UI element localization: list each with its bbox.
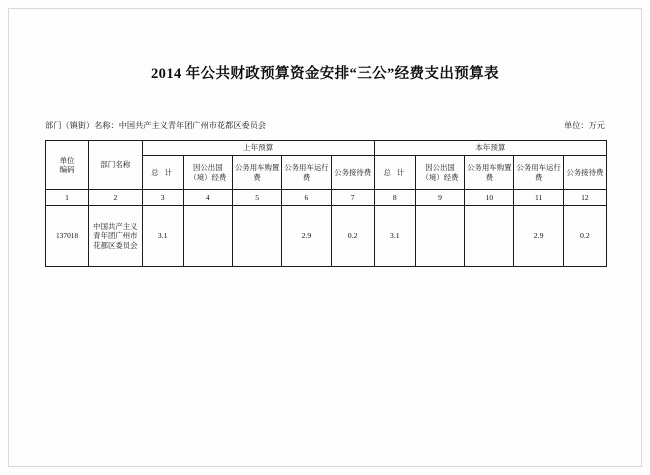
header-ly-vehicle-operation: 公务用车运行费 [282, 156, 331, 190]
row-ty-total: 3.1 [374, 206, 415, 267]
header-ty-overseas: 因公出国（境）经费 [415, 156, 464, 190]
row-ty-vehicle-purchase [465, 206, 514, 267]
colnum-2: 2 [89, 190, 142, 206]
colnum-9: 9 [415, 190, 464, 206]
colnum-12: 12 [563, 190, 606, 206]
header-dept-name: 部门名称 [89, 141, 142, 190]
row-ty-overseas [415, 206, 464, 267]
colnum-5: 5 [232, 190, 281, 206]
header-ty-hospitality: 公务接待费 [563, 156, 606, 190]
header-ty-total: 总 计 [374, 156, 415, 190]
row-ly-overseas [183, 206, 232, 267]
page-title: 2014 年公共财政预算资金安排“三公”经费支出预算表 [151, 66, 499, 82]
header-ly-hospitality: 公务接待费 [331, 156, 374, 190]
department-label: 部门（镇街）名称： [45, 121, 119, 130]
colnum-4: 4 [183, 190, 232, 206]
row-dept-name: 中国共产主义青年团广州市花都区委员会 [89, 206, 142, 267]
row-ty-vehicle-operation: 2.9 [514, 206, 563, 267]
colnum-1: 1 [46, 190, 89, 206]
header-group-this-year: 本年预算 [374, 141, 606, 156]
department-value: 中国共产主义青年团广州市花都区委员会 [118, 121, 267, 130]
department-label-value [45, 120, 266, 131]
budget-table [45, 140, 607, 267]
table-group-header-row [46, 141, 607, 156]
header-group-last-year: 上年预算 [142, 141, 374, 156]
colnum-10: 10 [465, 190, 514, 206]
colnum-3: 3 [142, 190, 183, 206]
row-ly-vehicle-purchase [232, 206, 281, 267]
header-ly-total: 总 计 [142, 156, 183, 190]
header-unit-code [46, 141, 89, 190]
row-ty-hospitality: 0.2 [563, 206, 606, 267]
table-row [46, 206, 607, 267]
header-ty-vehicle-purchase: 公务用车购置费 [465, 156, 514, 190]
header-ly-vehicle-purchase: 公务用车购置费 [232, 156, 281, 190]
table-column-number-row [46, 190, 607, 206]
header-unit-code-line1: 单位 [59, 155, 75, 165]
colnum-11: 11 [514, 190, 563, 206]
row-ly-total: 3.1 [142, 206, 183, 267]
header-unit-code-line2: 编码 [59, 165, 75, 174]
colnum-7: 7 [331, 190, 374, 206]
unit-note: 单位：万元 [564, 121, 605, 130]
colnum-8: 8 [374, 190, 415, 206]
header-ty-vehicle-operation: 公务用车运行费 [514, 156, 563, 190]
header-ly-overseas: 因公出国（境）经费 [183, 156, 232, 190]
row-unit-code: 137018 [46, 206, 89, 267]
row-ly-vehicle-operation: 2.9 [282, 206, 331, 267]
colnum-6: 6 [282, 190, 331, 206]
row-ly-hospitality: 0.2 [331, 206, 374, 267]
